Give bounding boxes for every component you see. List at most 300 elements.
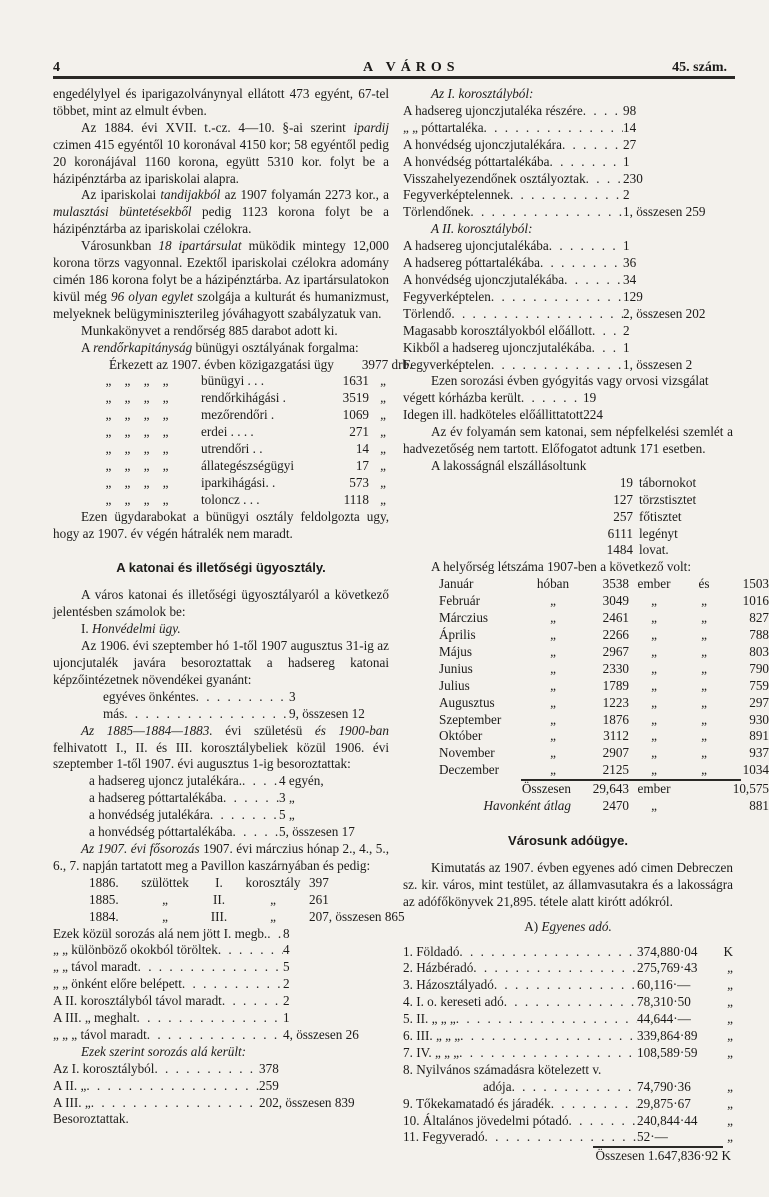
row-value: 2 [623, 187, 630, 203]
men: 2907 [602, 745, 629, 761]
and: „ [701, 643, 707, 659]
dot-leader [182, 976, 283, 993]
row-label: A II. „ [53, 1077, 87, 1093]
list-row [403, 171, 733, 188]
row-label: A hadsereg ujoncjutalékába [403, 238, 549, 254]
stat-value: 14 [355, 441, 369, 457]
men-unit: „ [651, 728, 657, 744]
list-row [53, 1027, 389, 1044]
col4: „ [270, 891, 276, 907]
paragraph: A rendőrkapitányság bünügyi osztályának forgalma: [81, 339, 359, 355]
dot-leader [223, 790, 279, 807]
list-row [403, 255, 733, 272]
paragraph: Az 1907. évi fősorozás 1907. évi márczius hónap 2., 4., 5., 6., 7. napján tartatott meg a Pavillon kaszárnyában és pedig: [53, 840, 389, 873]
list-row [403, 289, 733, 306]
list-row [403, 103, 733, 120]
stat-label: erdei . . . . [201, 424, 254, 440]
row-value: 230 [623, 170, 643, 186]
volunteer-list [53, 689, 389, 723]
and: és [698, 576, 710, 592]
section-heading: A katonai és illetőségi ügyosztály. [116, 560, 326, 576]
dot-leader [459, 1045, 637, 1062]
row-unit: „ [727, 960, 733, 976]
row-label: A hadsereg ujonczjutaléka részére [403, 102, 583, 118]
men: 3538 [602, 576, 629, 592]
list-row [53, 976, 389, 993]
row-value: 3 [289, 688, 296, 704]
dot-leader [491, 357, 623, 374]
list-row [403, 1096, 733, 1113]
month: Október [439, 728, 483, 744]
year: 1885. [89, 891, 119, 907]
men-unit: „ [651, 660, 657, 676]
dot-leader [540, 255, 623, 272]
row-value: 2 [623, 322, 630, 338]
row-label: egyéves önkéntes [103, 688, 196, 704]
quarter-label: lovat. [639, 542, 669, 558]
dot-leader [564, 272, 623, 289]
men-unit: „ [651, 762, 657, 778]
list-row [103, 689, 389, 706]
row-value: 3 „ [279, 790, 295, 806]
dot-leader [562, 137, 623, 154]
stat-value: 17 [355, 457, 369, 473]
row-unit: „ [727, 1028, 733, 1044]
horses: 759 [749, 677, 769, 693]
quarter-row [403, 475, 733, 492]
left-column [53, 86, 413, 1128]
row-label: 2. Házbéradó [403, 960, 474, 976]
horses: 1016 [742, 593, 769, 609]
dot-leader [583, 103, 623, 120]
quarter-label: törzstisztet [639, 491, 697, 507]
quarter-row [403, 526, 733, 543]
dot-leader [138, 959, 283, 976]
men: 2125 [602, 762, 629, 778]
paragraph: Ezen ügydarabokat a bünügyi osztály feldolgozta ugy, hogy az 1907. év végén hátralék nem maradt. [53, 508, 389, 541]
ditto-mark: „ [380, 424, 386, 440]
row-label: végett kórházba került [403, 390, 521, 406]
value: 261 [309, 891, 329, 907]
horses: 790 [749, 660, 769, 676]
ditto-mark: „ [380, 441, 386, 457]
stats-row [53, 441, 389, 458]
subheading: Az I. korosztályból: [431, 86, 534, 101]
row-value: 74,790·36 [637, 1078, 691, 1094]
row-label: Kikből a hadsereg ujonczjutalékába [403, 339, 592, 355]
dot-leader [586, 171, 623, 188]
and: „ [701, 728, 707, 744]
row-value: 2 [283, 976, 290, 992]
men: 3049 [602, 593, 629, 609]
garrison-row [403, 627, 769, 644]
row-value: 2, összesen 202 [623, 305, 706, 321]
men-unit: „ [651, 610, 657, 626]
quartering-list [403, 475, 733, 560]
month: Január [439, 576, 474, 592]
list-row [403, 187, 733, 204]
list-row [403, 120, 733, 137]
month: Április [439, 627, 476, 642]
row-label: 5. II. „ „ „ [403, 1011, 456, 1027]
ditto-mark: „ [380, 491, 386, 507]
stat-label: állategészségügyi [201, 457, 295, 473]
ditto-marks: „ „ „ „ [105, 457, 169, 473]
list-row [403, 340, 733, 357]
dot-leader [154, 1061, 259, 1078]
row-label: Fegyverképtelennek [403, 187, 510, 203]
horses: 1503 [742, 576, 769, 592]
and: „ [701, 745, 707, 761]
row-value: 8 [283, 925, 290, 941]
garrison-row [403, 745, 769, 762]
row-label: „ „ különböző okokból töröltek [53, 942, 218, 958]
list-row [403, 1011, 733, 1028]
paragraph: A helyőrség létszáma 1907-ben a következő volt: [431, 559, 692, 575]
list-row [53, 959, 389, 976]
row-value: 339,864·89 [637, 1028, 698, 1044]
dot-leader [456, 1011, 637, 1028]
row-value: 36 [623, 255, 637, 271]
quarter-value: 19 [619, 474, 633, 490]
quarter-value: 6111 [607, 525, 633, 541]
dot-leader [592, 340, 623, 357]
row-label: 1. Földadó [403, 943, 460, 959]
value: 397 [309, 874, 329, 890]
value: 207, összesen 865 [309, 908, 405, 924]
garrison-table [403, 576, 769, 779]
unit: „ [550, 728, 556, 744]
dot-leader [473, 960, 637, 977]
list-row [403, 137, 733, 154]
stat-label: iparkihágási. . [201, 474, 276, 490]
paragraph: engedélylyel és iparigazolványnyal ellátott 473 egyént, 67-tel többet, mint az elmult évben. [53, 86, 389, 118]
stat-value: 1069 [342, 407, 369, 423]
stat-value: 271 [349, 424, 369, 440]
col2: „ [162, 908, 168, 924]
horses: 937 [749, 745, 769, 761]
row-value: 1 [623, 238, 630, 254]
list-row [403, 306, 733, 323]
col3: I. [215, 874, 223, 890]
quarter-row [403, 509, 733, 526]
stat-label: toloncz . . . [201, 491, 260, 507]
paragraph: I. Honvédelmi ügy. [81, 621, 181, 637]
row-label: a hadsereg ujoncz jutalékára. [89, 773, 243, 789]
row-value: 9, összesen 12 [289, 705, 365, 721]
row-value: 78,310·50 [637, 994, 691, 1010]
row-unit: „ [727, 1095, 733, 1111]
paragraph: Az ipariskolai tandijakból az 1907 folyamán 2273 kor., a mulasztási büntetésekből pedig 1123 korona folyt be a házipénztárba az ipariskolai czélokra. [53, 187, 390, 237]
list-row [53, 926, 389, 943]
paragraph: Városunkban 18 ipartársulat müködik mintegy 12,000 korona törzs vagyonnal. Ezektől ipariskolai czélokra adomány cimén 186 korona folyt be a házipénztárba. Az ipartársulatokon kivül még 96 olyan egylet szolgája a kulturát és humanizmust, melyeknek belügyminiszterileg jóváhagyott szabályzatuk van. [53, 238, 390, 321]
men-unit: „ [651, 745, 657, 761]
birth-row [89, 908, 405, 926]
list-row [403, 357, 733, 374]
list-row [53, 993, 389, 1010]
stat-label: utrendőri . . [201, 441, 263, 457]
stat-value: 1118 [343, 491, 369, 507]
paragraph: Munkakönyvet a rendőrség 885 darabot adott ki. [81, 322, 338, 338]
row-label: Törlendőnek [403, 204, 471, 220]
garrison-row [403, 762, 769, 779]
paragraph: Az 1885—1884—1883. évi születésü és 1900-ban felhivatott I., II. és III. korosztálybeliek közül 1906. évi szeptember 1-től 1907. évi augusztus 1-ig besoroztattak: [53, 722, 389, 772]
year: 1884. [89, 908, 119, 924]
dot-leader [460, 1028, 637, 1045]
row-value: 378 [259, 1060, 279, 1076]
men: 2967 [602, 643, 629, 659]
men-unit: „ [651, 711, 657, 727]
row-value: 44,644·— [637, 1011, 691, 1027]
dot-leader [470, 204, 623, 221]
unit: „ [550, 627, 556, 642]
col4: korosztály [245, 874, 301, 890]
row-value: 4 egyén, [279, 773, 324, 789]
month: Február [439, 593, 481, 609]
stat-label: rendőrkihágási . [201, 390, 286, 406]
unit: „ [550, 677, 556, 693]
unit: „ [550, 711, 556, 727]
stats-row [53, 373, 389, 390]
list-row [89, 824, 389, 841]
month: Julius [439, 677, 470, 693]
page-header [53, 52, 733, 76]
list-row [403, 204, 733, 221]
stat-value: 573 [349, 474, 369, 490]
list-row [403, 1129, 733, 1146]
row-label: a hadsereg póttartalékába [89, 790, 223, 806]
garrison-row [403, 593, 769, 610]
list-row [403, 1113, 733, 1130]
dot-leader [569, 1113, 637, 1130]
paragraph: Besoroztattak. [53, 1111, 129, 1127]
hospital-list [403, 390, 733, 424]
month: Deczember [439, 762, 500, 778]
month: Augusztus [439, 694, 495, 710]
dot-leader [484, 120, 623, 137]
row-value: 60,116·— [637, 977, 691, 993]
list-row [403, 994, 733, 1011]
row-value: 5 „ [279, 807, 295, 823]
month: Május [439, 643, 472, 659]
stat-label: mezőrendőri . [201, 407, 275, 423]
list-row [403, 960, 733, 977]
list-row [403, 944, 733, 961]
row-value: 98 [623, 102, 637, 118]
men: 1223 [602, 694, 629, 710]
subheading: Ezek szerint sorozás alá került: [81, 1043, 247, 1059]
month: Szeptember [439, 711, 502, 727]
dot-leader [222, 993, 283, 1010]
row-label: 10. Általános jövedelmi pótadó [403, 1112, 569, 1128]
men: 2461 [602, 610, 629, 626]
stat-label: bünügyi . . . [201, 373, 265, 389]
ditto-mark: „ [380, 373, 386, 389]
birth-year-table [53, 874, 405, 926]
dot-leader [147, 1027, 283, 1044]
row-value: 14 [623, 119, 637, 135]
dot-leader [91, 1095, 259, 1112]
dot-leader [210, 807, 279, 824]
unit: „ [550, 593, 556, 609]
row-label: A III. „ meghalt [53, 1010, 137, 1026]
list-row [89, 773, 389, 790]
list-row [403, 154, 733, 171]
ditto-marks: „ „ „ „ [105, 373, 169, 389]
tax-total: Összesen 1.647,836·92 K [595, 1148, 731, 1164]
dot-leader [233, 824, 279, 841]
row-value: 19 [583, 390, 597, 406]
row-label: Ezek közül sorozás alá nem jött I. megb. [53, 925, 268, 941]
row-label: 8. Nyilvános számadásra kötelezett v. [403, 1061, 602, 1077]
paragraph: Az 1884. évi XVII. t.-cz. 4—10. §-ai szerint ipardij czimen 415 egyéntől 10 koronával 4150 kor; 58 egyéntől pedig 20 koronájával 1160 korona, együtt 5310 kor. folyt be a házipénztárba az ipariskolai alapra. [53, 119, 389, 186]
quarter-label: tábornokot [639, 474, 697, 490]
row-unit: „ [727, 977, 733, 993]
list-row [53, 1078, 389, 1095]
birth-row [89, 892, 389, 909]
dot-leader [551, 1096, 637, 1113]
row-label: 11. Fegyveradó [403, 1129, 485, 1145]
list-row [403, 1045, 733, 1062]
paragraph: A város katonai és illetőségi ügyosztályaról a következő jelentésben számolok be: [53, 587, 389, 620]
row-label: Törlendő [403, 305, 452, 321]
section-heading: Városunk adóügye. [508, 832, 628, 848]
ditto-mark: „ [380, 407, 386, 423]
dot-leader [267, 926, 283, 943]
row-label: adója [483, 1078, 512, 1094]
row-value: 129 [623, 288, 643, 304]
list-row [403, 1062, 733, 1079]
quarters-intro: A lakosságnál elszállásoltunk [431, 457, 587, 473]
list-row [89, 807, 389, 824]
stats-row: Érkezett az 1907. évben közigazgatási ügy 3977 drb. [109, 356, 413, 372]
quarter-value: 127 [613, 491, 633, 507]
dot-leader [592, 323, 623, 340]
men: 2330 [602, 660, 629, 676]
row-value: 202, összesen 839 [259, 1094, 355, 1110]
horses: 297 [749, 694, 769, 710]
tax-table [403, 944, 733, 1147]
row-label: A honvédség póttartalékába [403, 153, 550, 169]
row-label: más [103, 705, 125, 721]
col4: „ [270, 908, 276, 924]
month: Márczius [439, 610, 489, 626]
year: 1886. [89, 874, 119, 890]
stats-row [53, 424, 389, 441]
row-unit: K [723, 943, 733, 959]
ditto-marks: „ „ „ „ [105, 424, 169, 440]
recruitment-list [53, 773, 389, 841]
row-label: A II. korosztályból távol maradt [53, 993, 222, 1009]
paragraph: Az 1906. évi szeptember hó 1-től 1907 augusztus 31-ig az ujoncjutalék javára besoroztattak a hadsereg katonai képzőintézetnek növendékei gyanánt: [53, 638, 389, 687]
dot-leader [451, 306, 623, 323]
quarter-label: legényt [639, 525, 678, 541]
row-value: 2 [283, 993, 290, 1009]
stats-row [53, 475, 389, 492]
row-value: 5 [283, 959, 290, 975]
dot-leader [242, 773, 279, 790]
and: „ [701, 677, 707, 693]
horses: 891 [749, 728, 769, 744]
ditto-marks: „ „ „ „ [105, 441, 169, 457]
men-unit: „ [651, 694, 657, 710]
row-value: 275,769·43 [637, 960, 698, 976]
stat-value: 3519 [342, 390, 369, 406]
list-row [403, 323, 733, 340]
paragraph: Ezen sorozási évben gyógyitás vagy orvosi vizsgálat [431, 373, 709, 389]
quarter-label: főtisztet [639, 508, 682, 524]
garrison-row [403, 677, 769, 695]
row-unit: „ [727, 1011, 733, 1027]
row-value: 1 [623, 339, 630, 355]
garrison-row [403, 694, 769, 712]
col2: „ [162, 891, 168, 907]
ditto-marks: „ „ „ „ [105, 390, 169, 406]
birth-row [89, 875, 389, 892]
paragraph: Kimutatás az 1907. évben egyenes adó cimen Debreczen sz. kir. város, mint testület, az államvasutakra és a lakosságra az adófőkönyvek 21,895. tétele alatt kirótt adókról. [403, 859, 733, 909]
row-label: 7. IV. „ „ „ [403, 1044, 460, 1060]
men-unit: „ [651, 677, 657, 693]
row-value: 1, összesen 259 [623, 204, 706, 220]
unit: „ [550, 745, 556, 761]
garrison-row [403, 660, 769, 678]
row-label: „ „ „ távol maradt [53, 1026, 147, 1042]
ditto-marks: „ „ „ „ [105, 474, 169, 490]
row-label: „ „ önként előre belépett [53, 976, 182, 992]
row-value: 1 [283, 1010, 290, 1026]
row-value: 108,589·59 [637, 1044, 698, 1060]
dot-leader [549, 238, 623, 255]
list-row [403, 977, 733, 994]
list-row [403, 238, 733, 255]
dot-leader [510, 187, 623, 204]
horses: 930 [749, 711, 769, 727]
quarter-row [403, 542, 733, 559]
men: 3112 [603, 728, 629, 744]
men: 1789 [602, 677, 629, 693]
row-value: 27 [623, 136, 637, 152]
row-value: 52·— [637, 1129, 668, 1145]
dot-leader [549, 154, 623, 171]
row-unit: „ [727, 1112, 733, 1128]
row-label: 3. Házosztályadó [403, 977, 494, 993]
row-label: 6. III. „ „ „ [403, 1028, 461, 1044]
garrison-total-row: Összesen 29,643 ember 10,575 [521, 781, 769, 797]
garrison-row [403, 610, 769, 627]
men-unit: ember [637, 576, 671, 592]
row-label: Az I. korosztályból [53, 1060, 155, 1076]
conscription-list [53, 1061, 389, 1112]
horses: 1034 [742, 762, 769, 778]
list-row [403, 1028, 733, 1045]
ditto-marks: „ „ „ „ [105, 407, 169, 423]
stats-row [53, 492, 389, 509]
and: „ [701, 627, 707, 642]
list-row [403, 1079, 733, 1096]
row-label: „ „ távol maradt [53, 959, 138, 975]
list-row [53, 1010, 389, 1027]
row-label: A hadsereg póttartalékába [403, 255, 540, 271]
col2: szülöttek [141, 874, 189, 890]
stats-row [53, 407, 389, 424]
list-row [403, 390, 733, 407]
ditto-mark: „ [380, 474, 386, 490]
and: „ [701, 660, 707, 676]
row-value: 5, összesen 17 [279, 824, 355, 840]
col3: II. [212, 891, 226, 907]
stat-value: 1631 [342, 373, 369, 389]
row-label: 9. Tőkekamatadó és járadék [403, 1095, 551, 1111]
